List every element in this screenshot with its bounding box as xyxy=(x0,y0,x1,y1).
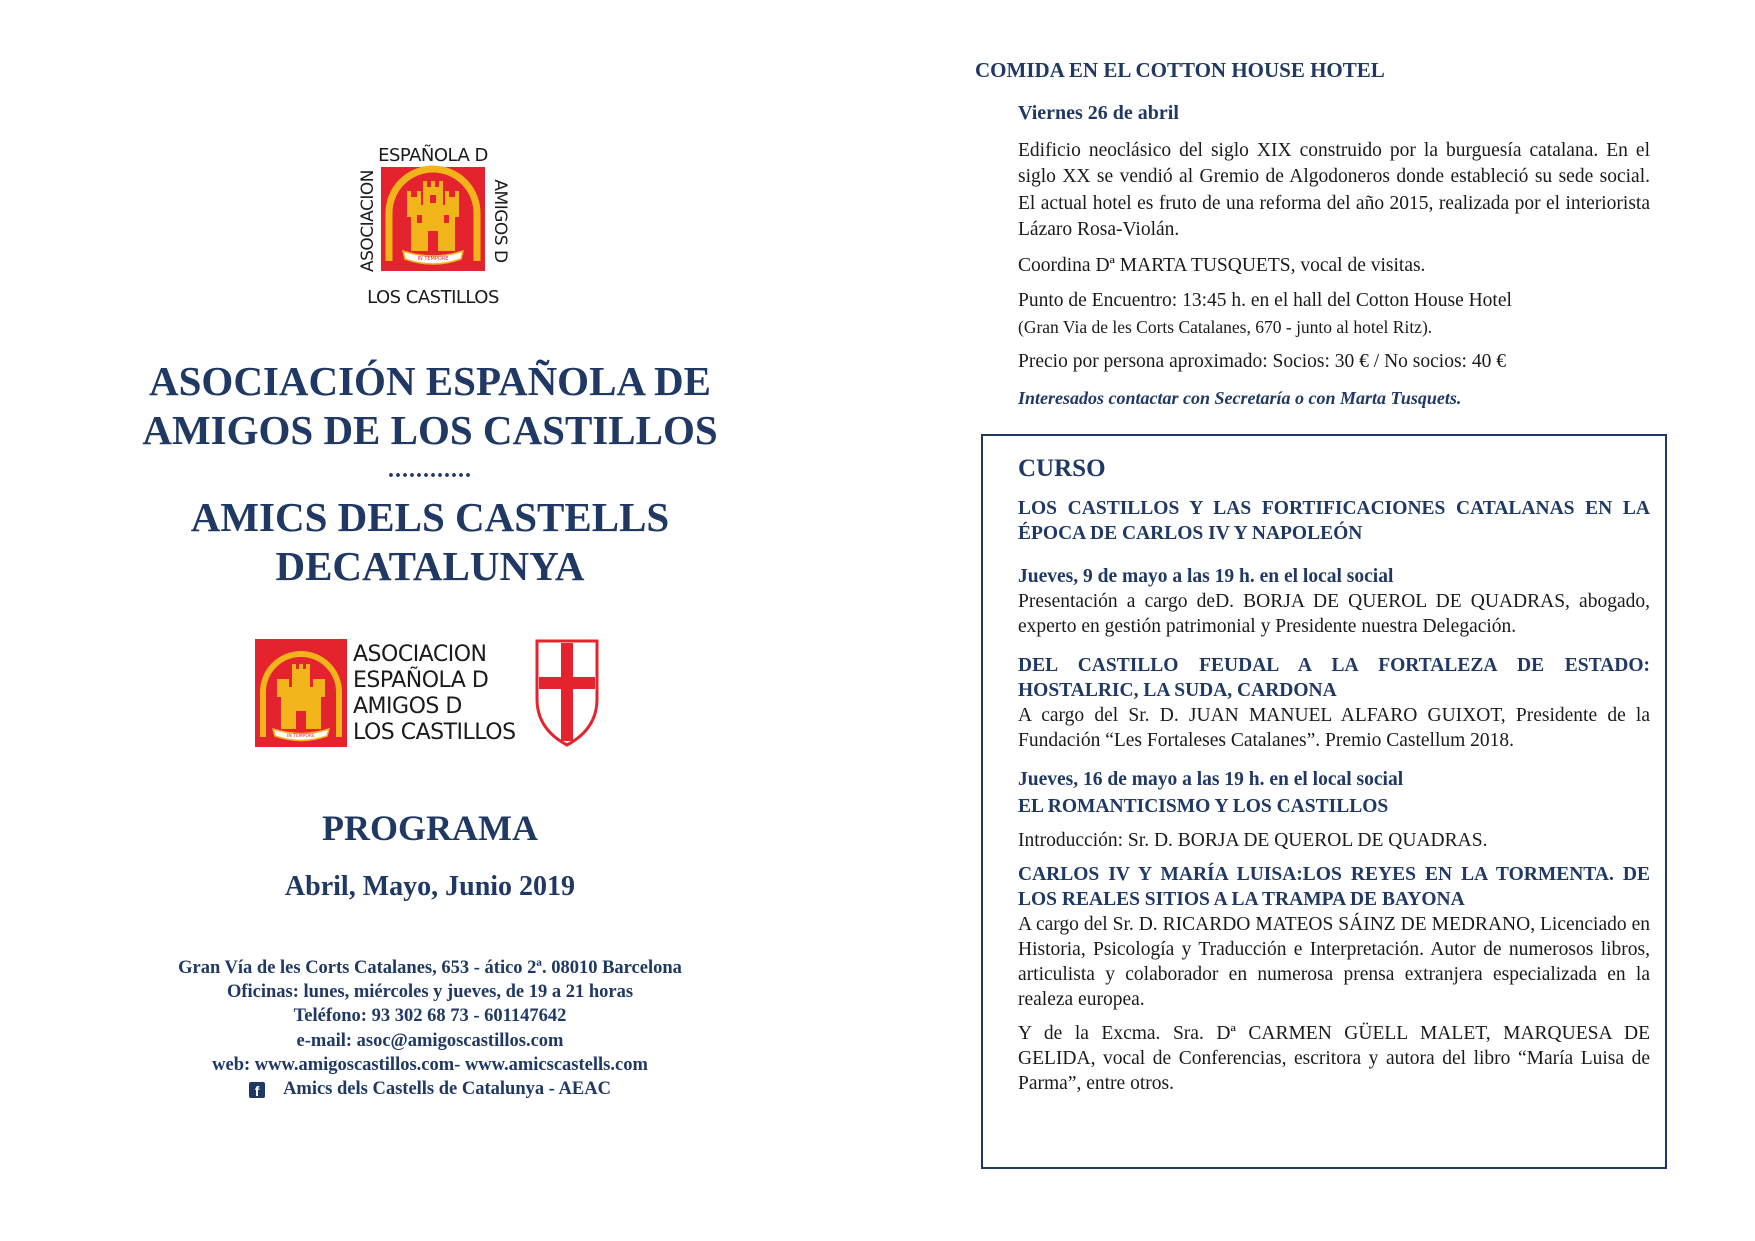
session1-date: Jueves, 9 de mayo a las 19 h. en el local social xyxy=(1018,566,1394,587)
svg-text:LOS CASTILLOS: LOS CASTILLOS xyxy=(353,720,516,745)
curso-label: CURSO xyxy=(1018,455,1106,482)
svg-text:ESPAÑOLA D: ESPAÑOLA D xyxy=(353,668,489,693)
comida-heading: COMIDA EN EL COTTON HOUSE HOTEL xyxy=(975,58,1385,82)
curso-title: LOS CASTILLOS Y LAS FORTIFICACIONES CATALANAS EN LA ÉPOCA DE CARLOS IV Y NAPOLEÓN xyxy=(1018,498,1650,544)
session2-date: Jueves, 16 de mayo a las 19 h. en el local social xyxy=(1018,769,1404,790)
comida-meeting xyxy=(1018,288,1650,341)
session2-speaker-1: A cargo del Sr. D. RICARDO MATEOS SÁINZ DE MEDRANO, Licenciado en Historia, Psicología y Traducción e Interpretación. Autor de numerosos libros, articulista y colaborador en numerosa prensa extranjera especializada en la realeza europea. xyxy=(1018,914,1650,1010)
svg-text:ASOCIACION: ASOCIACION xyxy=(358,170,378,272)
svg-text:ASOCIACION: ASOCIACION xyxy=(353,642,487,667)
title-line-4: DECATALUNYA xyxy=(275,543,585,589)
programa-heading: PROGRAMA xyxy=(322,808,538,848)
comida-contact-note: Interesados contactar con Secretaría o con Marta Tusquets. xyxy=(1018,387,1462,408)
contact-address: Gran Vía de les Corts Catalanes, 653 - ático 2ª. 08010 Barcelona xyxy=(178,958,682,978)
session2-talk-title: CARLOS IV Y MARÍA LUISA:LOS REYES EN LA TORMENTA. DE LOS REALES SITIOS A LA TRAMPA DE BAYONA xyxy=(1018,864,1650,910)
programa-period: Abril, Mayo, Junio 2019 xyxy=(284,871,576,902)
session1-talk-title: DEL CASTILLO FEUDAL A LA FORTALEZA DE ESTADO: HOSTALRIC, LA SUDA, CARDONA xyxy=(1018,655,1650,701)
comida-section xyxy=(1018,100,1650,420)
facebook-icon: f xyxy=(249,1082,265,1098)
cover-panel xyxy=(110,0,750,1241)
svg-text:LOS CASTILLOS: LOS CASTILLOS xyxy=(367,287,499,308)
contact-facebook[interactable] xyxy=(110,1077,750,1101)
comida-description: Edificio neoclásico del siglo XIX construido por la burguesía catalana. En el siglo XX se vendió al Gremio de Algodoneros donde estableció su sede social. El actual hotel es fruto de una reforma del año 2015, realizada por el interiorista Lázaro Rosa-Violán. xyxy=(1018,139,1650,240)
comida-price: Precio por persona aproximado: Socios: 30 € / No socios: 40 € xyxy=(1018,351,1506,372)
svg-text:IN TEMPORE: IN TEMPORE xyxy=(417,256,449,262)
comida-meeting-address: (Gran Via de les Corts Catalanes, 670 - junto al hotel Ritz). xyxy=(1018,316,1433,337)
session2-intro: Introducción: Sr. D. BORJA DE QUEROL DE QUADRAS. xyxy=(1018,830,1488,851)
contact-hours: Oficinas: lunes, miércoles y jueves, de 19 a 21 horas xyxy=(226,982,634,1003)
association-name xyxy=(110,357,750,455)
comida-meeting-point: Punto de Encuentro: 13:45 h. en el hall del Cotton House Hotel xyxy=(1018,290,1512,311)
contact-phone: Teléfono: 93 302 68 73 - 601147642 xyxy=(293,1006,567,1027)
session1-intro: Presentación a cargo deD. BORJA DE QUEROL DE QUADRAS, abogado, experto en gestión patrimonial y Presidente nuestra Delegación. xyxy=(1018,591,1650,637)
title-line-3: AMICS DELS CASTELLS xyxy=(190,494,670,540)
svg-text:ESPAÑOLA D: ESPAÑOLA D xyxy=(378,145,488,166)
title-line-2: AMIGOS DE LOS CASTILLOS xyxy=(142,407,718,453)
association-wide-logo xyxy=(255,637,625,749)
comida-date: Viernes 26 de abril xyxy=(1018,102,1179,124)
session2-topic: EL ROMANTICISMO Y LOS CASTILLOS xyxy=(1018,796,1389,817)
association-logo xyxy=(353,143,513,309)
svg-text:IN TEMPORE: IN TEMPORE xyxy=(287,734,315,739)
title-line-1: ASOCIACIÓN ESPAÑOLA DE xyxy=(149,358,711,404)
contact-web[interactable]: web: www.amigoscastillos.com- www.amicscastells.com xyxy=(212,1054,648,1075)
svg-text:AMIGOS D: AMIGOS D xyxy=(490,179,510,263)
separator-dots: ............ xyxy=(388,457,472,483)
contact-email[interactable]: e-mail: asoc@amigoscastillos.com xyxy=(296,1030,564,1051)
facebook-label: Amics dels Castells de Catalunya - AEAC xyxy=(283,1079,611,1100)
session2-speaker-2: Y de la Excma. Sra. Dª CARMEN GÜELL MALET, MARQUESA DE GELIDA, vocal de Conferencias, escritora y autora del libro “María Luisa de Parma”, entre otros. xyxy=(1018,1023,1650,1094)
svg-text:AMIGOS D: AMIGOS D xyxy=(353,694,462,719)
comida-coordinator: Coordina Dª MARTA TUSQUETS, vocal de visitas. xyxy=(1018,254,1426,276)
curso-content xyxy=(1018,454,1650,1096)
catalan-name xyxy=(110,493,750,591)
contact-block xyxy=(110,956,750,1101)
session1-speaker: A cargo del Sr. D. JUAN MANUEL ALFARO GUIXOT, Presidente de la Fundación “Les Fortaleses Catalanes”. Premio Castellum 2018. xyxy=(1018,705,1650,751)
curso-box xyxy=(981,434,1667,1169)
program-panel xyxy=(975,0,1675,1241)
